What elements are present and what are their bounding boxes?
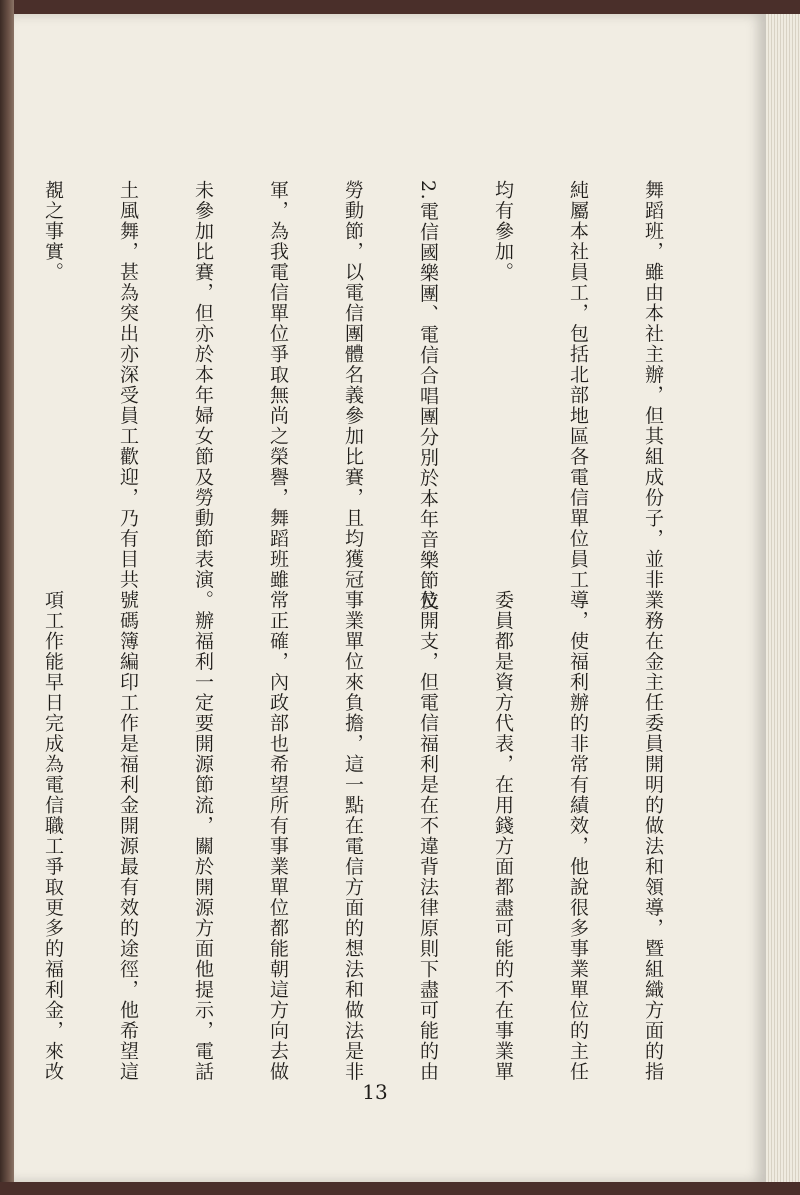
text-column: 委員都是資方代表，在用錢方面都盡可能的不在事業單 — [492, 590, 514, 1082]
text-column: 未參加比賽，但亦於本年婦女節及勞動節表演 — [192, 180, 214, 590]
text-column: 均有參加。 — [492, 180, 514, 283]
book-cover-bottom — [0, 1182, 800, 1195]
upper-text-block — [42, 180, 715, 612]
text-column: 軍，為我電信單位爭取無尚之榮譽，舞蹈班雖 — [267, 180, 289, 590]
text-column: 項工作能早日完成為電信職工爭取更多的福利金，來改 — [42, 590, 64, 1082]
page-number: 13 — [362, 1080, 388, 1104]
text-column: 業務在金主任委員開明的做法和領導，暨組織方面的指 — [642, 590, 664, 1082]
text-column: 2.電信國樂團、電信合唱團分別於本年音樂節及 — [417, 180, 439, 612]
page-edges — [766, 14, 800, 1182]
text-column: 純屬本社員工，包括北部地區各電信單位員工 — [567, 180, 589, 590]
lower-text-block — [42, 590, 715, 1082]
text-column: 勞動節，以電信團體名義參加比賽，且均獲冠 — [342, 180, 364, 590]
text-column: 。辦福利一定要開源節流，關於開源方面他提示，電話 — [192, 590, 214, 1082]
text-column: 常正確，內政部也希望所有事業單位都能朝這方向去做 — [267, 590, 289, 1082]
text-column: 舞蹈班，雖由本社主辦，但其組成份子，並非 — [642, 180, 664, 590]
text-column: 覩之事實。 — [42, 180, 64, 283]
text-column: 土風舞，甚為突出亦深受員工歡迎，乃有目共 — [117, 180, 139, 590]
text-column: 事業單位來負擔，這一點在電信方面的想法和做法是非 — [342, 590, 364, 1082]
book-cover-top — [0, 0, 800, 14]
text-column: 位開支，但電信福利是在不違背法律原則下盡可能的由 — [417, 590, 439, 1082]
text-column: 導，使福利辦的非常有績效，他說很多事業單位的主任 — [567, 590, 589, 1082]
text-column: 號碼簿編印工作是福利金開源最有效的途徑，他希望這 — [117, 590, 139, 1082]
